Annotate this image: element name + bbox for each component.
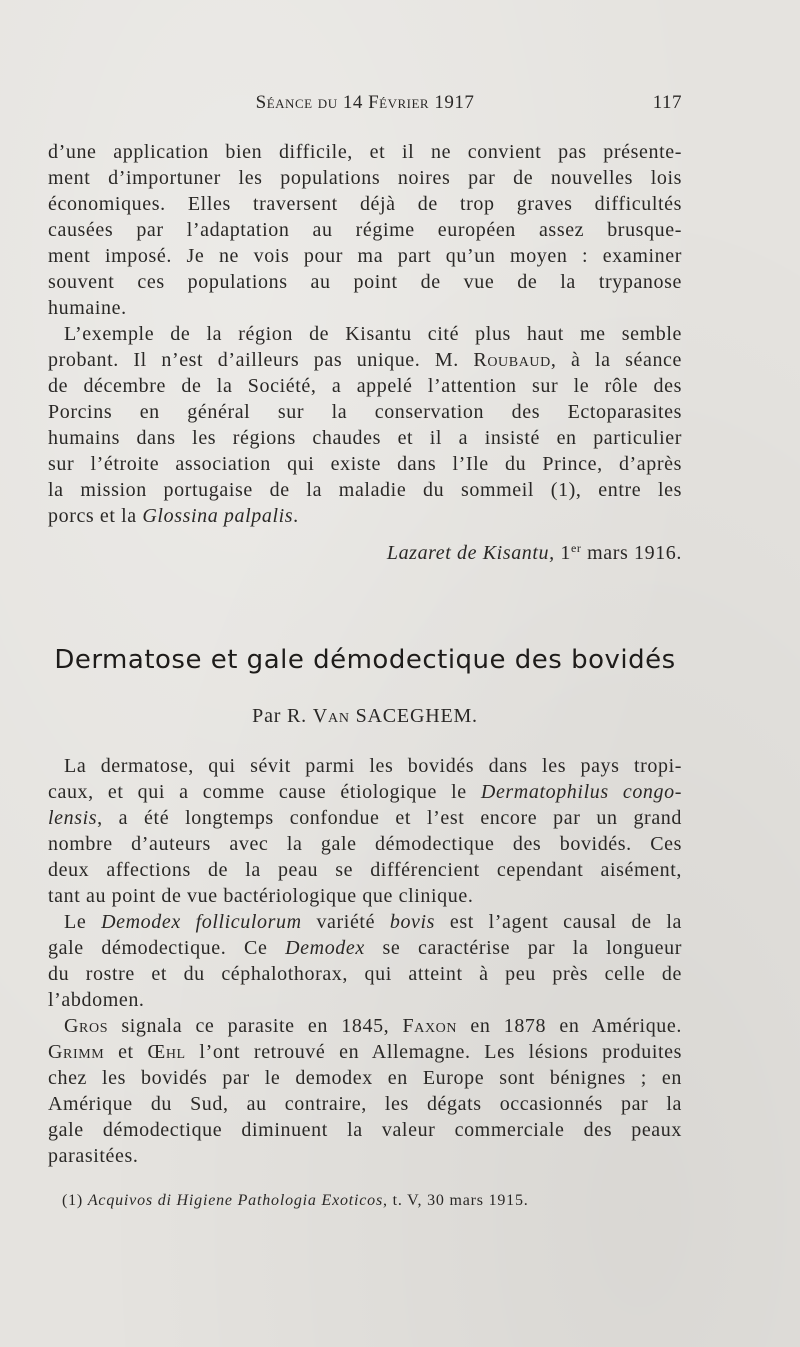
text-line: humaine. [48,297,127,319]
paragraph-3 [48,753,682,909]
paragraph-4 [48,909,682,1013]
text-line: Porcins en général sur la conservation des Ectoparasites [48,401,682,423]
text-line: Amérique du Sud, au contraire, les dégats occasionnés par la [48,1093,682,1115]
author-name: SACEGHEM. [349,705,478,727]
text-line: causées par l’adaptation au régime européen assez brusque- [48,219,682,241]
text-line: économiques. Elles traversent déjà de trop graves difficultés [48,193,682,215]
text-run: en 1878 en Amérique. [457,1015,682,1037]
text-line: d’une application bien difficile, et il ne convient pas présente- [48,141,682,163]
text-run: probant. Il n’est d’ailleurs pas unique. M. [48,349,474,371]
paragraph-1 [48,139,682,321]
text-line: sur l’étroite association qui existe dans l’Ile du Prince, d’après [48,453,682,475]
text-line [48,805,682,831]
footnote-journal: Acquivos di Higiene Pathologia Exoticos [87,1192,384,1209]
species-name: Demodex folliculorum [101,911,302,933]
signature-date: mars 1916. [581,542,682,564]
author-name-grimm: Grimm [48,1041,105,1063]
text-line: ment imposé. Je ne vois pour ma part qu’un moyen : examiner [48,245,682,267]
signature-place: Lazaret de Kisantu, [386,542,555,564]
text-line: nombre d’auteurs avec la gale démodectique des bovidés. Ces [48,833,682,855]
author-name-gros: Gros [64,1015,109,1037]
text-line [48,909,682,935]
text-run: est l’agent causal de la [435,911,682,933]
text-line: la mission portugaise de la maladie du sommeil (1), entre les [48,479,682,501]
text-run: Le [64,911,102,933]
text-run: variété [301,911,390,933]
text-line: l’abdomen. [48,989,145,1011]
article-author [48,705,682,728]
text-run: , à la séance [550,349,682,371]
footnote-reference: , t. V, 30 mars 1915. [383,1192,529,1209]
article-title: Dermatose et gale démodectique des bovidés [54,645,676,675]
text-run: porcs et la [48,505,143,527]
footnote [62,1192,682,1210]
author-particle: Van [312,705,350,727]
author-name-oehl: Œhl [147,1041,186,1063]
author-name-roubaud: Roubaud [473,349,551,371]
text-line: humains dans les régions chaudes et il a insisté en particulier [48,427,682,449]
text-line: de décembre de la Société, a appelé l’attention sur le rôle des [48,375,682,397]
species-name: Glossina palpalis [142,505,294,527]
text-line [48,503,682,529]
text-run: . [293,505,299,527]
footnote-marker: (1) [62,1192,88,1209]
text-line [48,1039,682,1065]
text-line [48,1013,682,1039]
paragraph-2 [48,321,682,529]
text-line: du rostre et du céphalothorax, qui atteint à peu près celle de [48,963,682,985]
text-line: L’exemple de la région de Kisantu cité plus haut me semble [64,323,682,345]
text-line: gale démodectique diminuent la valeur commerciale des peaux [48,1119,682,1141]
text-run: caux, et qui a comme cause étiologique le [48,781,481,803]
author-name-faxon: Faxon [402,1015,458,1037]
text-line: parasitées. [48,1145,139,1167]
page-number: 117 [652,92,682,113]
text-line [48,347,682,373]
text-line: tant au point de vue bactériologique que clinique. [48,885,474,907]
text-run: se caractérise par la longueur [364,937,682,959]
text-line: ment d’importuner les populations noires par de nouvelles lois [48,167,682,189]
text-run: , a été longtemps confondue et l’est encore par un grand [97,807,682,829]
text-run: gale démodectique. Ce [48,937,286,959]
text-run: signala ce parasite en 1845, [108,1015,403,1037]
variety-name: bovis [389,911,436,933]
paragraph-5 [48,1013,682,1169]
text-line: souvent ces populations au point de vue de la trypanose [48,271,682,293]
text-run: et [104,1041,148,1063]
signature-line [48,540,682,566]
genus-name: Demodex [285,937,365,959]
text-line [48,779,682,805]
text-line: deux affections de la peau se différencient cependant aisément, [48,859,682,881]
running-title: Séance du 14 Février 1917 [255,92,475,113]
text-run: l’ont retrouvé en Allemagne. Les lésions produites [185,1041,683,1063]
species-name: Dermatophilus congo- [480,781,682,803]
species-name: lensis [48,807,98,829]
text-line: La dermatose, qui sévit parmi les bovidés dans les pays tropi- [64,755,682,777]
running-head [48,92,682,118]
signature-day: 1 [560,542,571,564]
signature-day-suffix: er [570,541,582,555]
text-line: chez les bovidés par le demodex en Europe sont bénignes ; en [48,1067,682,1089]
author-prefix: Par R. [252,705,313,727]
text-line [48,935,682,961]
